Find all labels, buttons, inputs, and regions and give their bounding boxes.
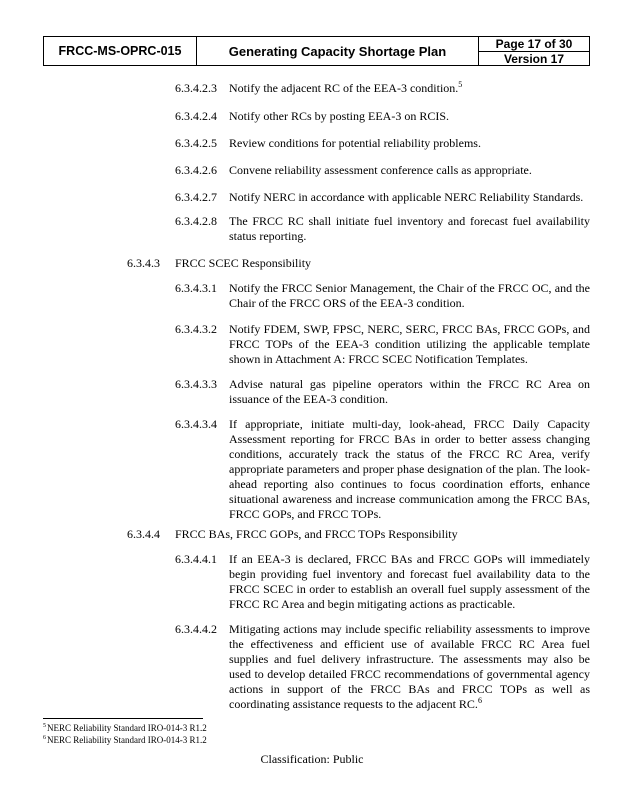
item-number: 6.3.4.2.3 bbox=[175, 81, 217, 95]
item-6-3-4-3-1 bbox=[175, 281, 590, 311]
item-6-3-4-2-6 bbox=[175, 163, 590, 178]
section-heading: FRCC SCEC Responsibility bbox=[175, 256, 312, 270]
item-text: Notify the FRCC Senior Management, the Chair of the FRCC OC, and the Chair of the FRCC ORS of the EEA-3 condition. bbox=[229, 281, 590, 310]
item-6-3-4-3-3 bbox=[175, 377, 590, 407]
item-text: Notify other RCs by posting EEA-3 on RCIS. bbox=[229, 109, 450, 123]
item-6-3-4-3-4 bbox=[175, 417, 590, 522]
footnote-ref: 5 bbox=[458, 80, 463, 89]
item-text: Notify the adjacent RC of the EEA-3 condition.$^5$ bbox=[229, 80, 463, 95]
item-text: Advise natural gas pipeline operators within the FRCC RC Area on issuance of the EEA-3 condition. bbox=[229, 377, 590, 406]
footnote-5 bbox=[43, 723, 207, 734]
item-number: 6.3.4.3.4 bbox=[175, 417, 217, 431]
item-number: 6.3.4.4.1 bbox=[175, 552, 217, 566]
item-number: 6.3.4.2.8 bbox=[175, 214, 217, 228]
item-text: Mitigating actions may include specific reliability assessments to improve the effectiveness and efficient use of available FRCC RC Area fuel supplies and fuel delivery infrastructure. The assessments may also be used to develop detailed FRCC recommendations of governmental agency actions in support of the FRCC BAs and FRCC TOPs as well as coordinating assistance requests to the adjacent RC.$^6$ bbox=[229, 622, 590, 711]
page-number: Page 17 of 30 bbox=[479, 37, 589, 52]
item-number: 6.3.4.2.4 bbox=[175, 109, 217, 123]
item-6-3-4-2-7 bbox=[175, 190, 590, 205]
item-text: Notify FDEM, SWP, FPSC, NERC, SERC, FRCC BAs, FRCC GOPs, and FRCC TOPs of the EEA-3 condition utilizing the applicable template shown in Attachment A: FRCC SCEC Notification Templates. bbox=[229, 322, 590, 366]
section-number: 6.3.4.3 bbox=[127, 256, 160, 270]
footnote-mark: 5 bbox=[43, 723, 46, 729]
page-version-cell bbox=[479, 37, 589, 65]
version: Version 17 bbox=[503, 52, 565, 66]
item-number: 6.3.4.3.2 bbox=[175, 322, 217, 336]
section-6-3-4-3 bbox=[127, 256, 590, 271]
item-6-3-4-2-8 bbox=[175, 214, 590, 244]
section-6-3-4-4 bbox=[127, 527, 590, 542]
item-text: If an EEA-3 is declared, FRCC BAs and FRCC GOPs will immediately begin providing fuel inventory and forecast fuel availability data to the FRCC SCEC in order to establish an overall fuel supply assessment of the FRCC RC Area and begin mitigating actions as practicable. bbox=[229, 552, 590, 611]
doc-title: Generating Capacity Shortage Plan bbox=[197, 37, 479, 65]
item-text: Convene reliability assessment conference calls as appropriate. bbox=[229, 163, 532, 177]
footnote-ref: 6 bbox=[477, 696, 482, 705]
item-6-3-4-2-5 bbox=[175, 136, 590, 151]
item-text: The FRCC RC shall initiate fuel inventory and forecast fuel availability status reporting. bbox=[229, 214, 590, 243]
item-number: 6.3.4.4.2 bbox=[175, 622, 217, 636]
item-6-3-4-3-2 bbox=[175, 322, 590, 367]
item-6-3-4-4-2 bbox=[175, 622, 590, 712]
item-6-3-4-2-4 bbox=[175, 109, 590, 124]
item-text: Review conditions for potential reliability problems. bbox=[229, 136, 481, 150]
classification-footer: Classification: Public bbox=[260, 752, 364, 766]
item-text: If appropriate, initiate multi-day, look-ahead, FRCC Daily Capacity Assessment reporting for FRCC BAs in order to better assess changing conditions, accurately track the status of the FRCC RC Area, verify appropriate parameters and proper phase designation of the plan. The look-ahead reporting also continues to focus coordination efforts, enhance situational awareness and increase communication among the FRCC BAs, FRCC GOPs, and FRCC TOPs. bbox=[229, 417, 590, 521]
item-number: 6.3.4.3.1 bbox=[175, 281, 217, 295]
item-text: Notify NERC in accordance with applicable NERC Reliability Standards. bbox=[229, 190, 584, 204]
doc-id: FRCC-MS-OPRC-015 bbox=[44, 37, 197, 65]
footnote-text: NERC Reliability Standard IRO-014-3 R1.2 bbox=[47, 735, 207, 745]
item-6-3-4-2-3 bbox=[175, 81, 590, 96]
footnote-divider bbox=[43, 718, 203, 719]
section-number: 6.3.4.4 bbox=[127, 527, 160, 541]
footnote-text: NERC Reliability Standard IRO-014-3 R1.2 bbox=[47, 723, 207, 733]
item-number: 6.3.4.3.3 bbox=[175, 377, 217, 391]
item-number: 6.3.4.2.6 bbox=[175, 163, 217, 177]
document-header bbox=[43, 36, 590, 66]
item-6-3-4-4-1 bbox=[175, 552, 590, 612]
footnote-mark: 6 bbox=[43, 735, 46, 741]
section-heading: FRCC BAs, FRCC GOPs, and FRCC TOPs Responsibility bbox=[175, 527, 458, 541]
footnote-6 bbox=[43, 735, 207, 746]
item-number: 6.3.4.2.7 bbox=[175, 190, 217, 204]
item-number: 6.3.4.2.5 bbox=[175, 136, 217, 150]
